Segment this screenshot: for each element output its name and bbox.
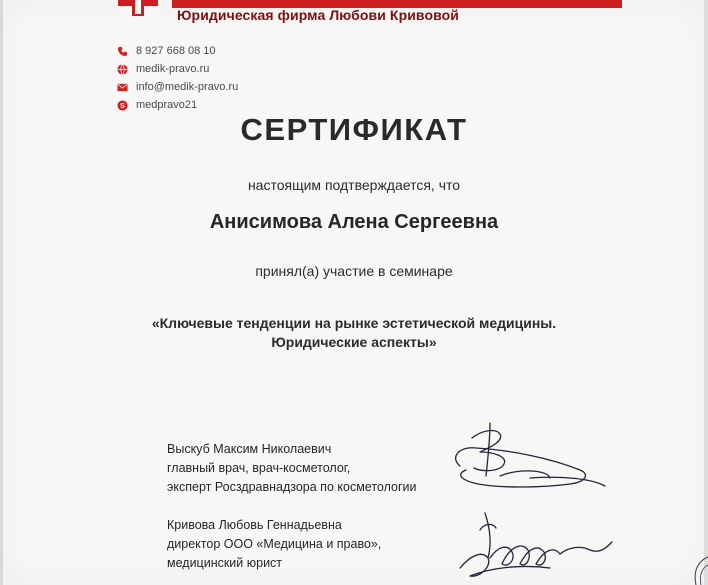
svg-text:S: S xyxy=(120,100,125,110)
skype-icon xyxy=(117,100,128,111)
medical-cross-logo-icon xyxy=(118,0,158,16)
globe-icon xyxy=(117,64,128,75)
signatory-2-name: Кривова Любовь Геннадьевна xyxy=(167,518,342,532)
certificate-title: СЕРТИФИКАТ xyxy=(240,112,468,147)
recipient-name: Анисимова Алена Сергеевна xyxy=(209,211,499,233)
contact-skype-text: medpravo21 xyxy=(136,99,198,111)
signatory-1-name: Выскуб Максим Николаевич xyxy=(167,442,332,456)
contact-website-text: medik-pravo.ru xyxy=(136,63,210,75)
confirmation-text: настоящим подтверждается, что xyxy=(247,177,461,193)
signatory-2-role-2: медицинский юрист xyxy=(167,556,283,570)
signatory-1-role-2: эксперт Росздравнадзора по косметологии xyxy=(167,480,417,494)
contact-email xyxy=(117,78,238,96)
phone-icon xyxy=(117,46,128,57)
signatory-2 xyxy=(167,516,381,573)
contact-website xyxy=(117,60,238,78)
paper-left-edge xyxy=(0,0,3,585)
stamp-fragment-icon xyxy=(690,555,708,585)
seminar-title xyxy=(0,314,708,352)
firm-name: Юридическая фирма Любови Кривовой xyxy=(177,7,459,23)
participation-text: принял(а) участие в семинаре xyxy=(255,263,453,279)
contacts-list xyxy=(117,42,238,114)
seminar-title-line-2: Юридические аспекты» xyxy=(271,334,437,350)
contact-phone xyxy=(117,42,238,60)
paper-right-edge xyxy=(704,0,708,585)
seminar-title-line-1: «Ключевые тенденции на рынке эстетической медицины. xyxy=(151,315,557,331)
contact-email-text: info@medik-pravo.ru xyxy=(136,81,239,93)
signatory-2-role-1: директор ООО «Медицина и право», xyxy=(167,537,382,551)
signatory-1 xyxy=(167,440,417,497)
mail-icon xyxy=(117,82,128,93)
handwritten-signatures-icon xyxy=(430,418,700,585)
signatory-1-role-1: главный врач, врач-косметолог, xyxy=(167,461,351,475)
contact-phone-text: 8 927 668 08 10 xyxy=(136,45,216,57)
